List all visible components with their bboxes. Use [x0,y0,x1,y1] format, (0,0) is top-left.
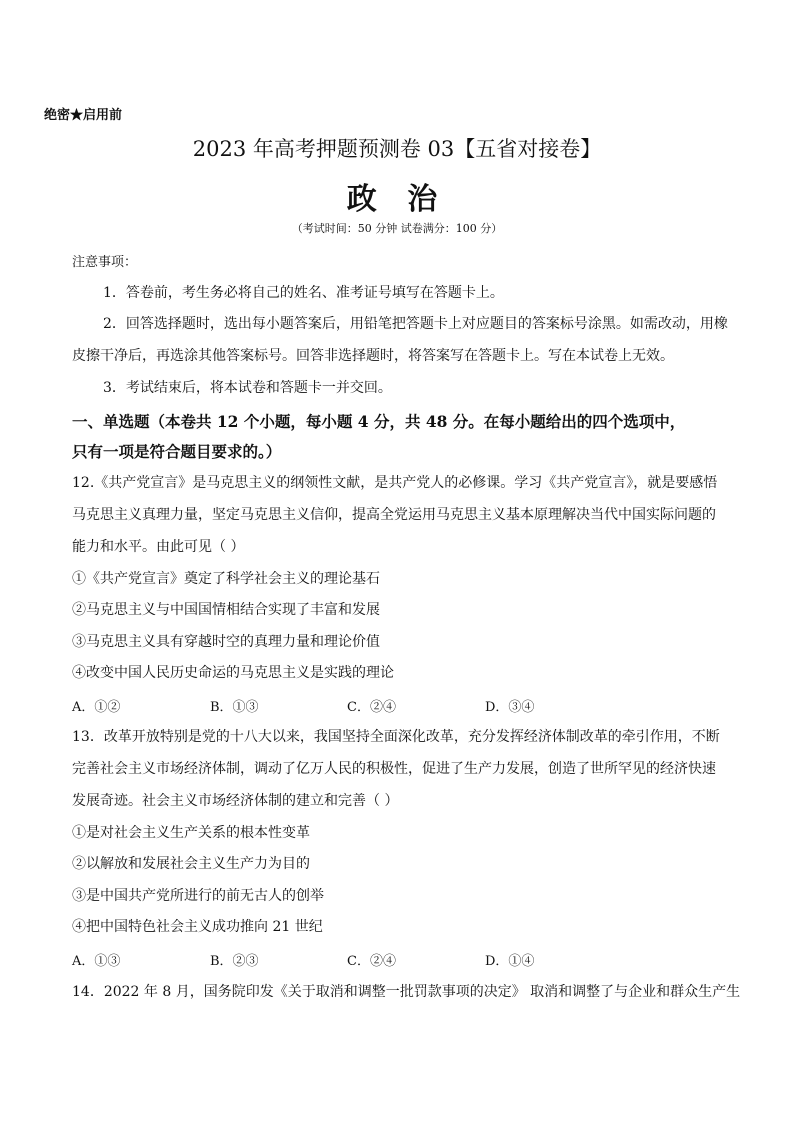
subject-heading: 政 治 [346,182,448,217]
q13-stem-line-3: 发展奇迹。社会主义市场经济体制的建立和完善（ ） [72,793,399,809]
q12-statement-1: ①《共产党宣言》奠定了科学社会主义的理论基石 [72,571,380,587]
q13-stem-line-1: 13．改革开放特别是党的十八大以来，我国坚持全面深化改革，充分发挥经济体制改革的牵引作用，不断 [72,729,720,745]
q14-stem-line-1: 14．2022 年 8 月，国务院印发《关于取消和调整一批罚款事项的决定》 取消和调整了与企业和群众生产生 [72,984,741,1000]
exam-info: （考试时间：50 分钟 试卷满分：100 分） [291,222,503,235]
q13-choice-b: B．②③ [210,954,259,969]
section-heading-line-1: 一、单选题（本卷共 12 个小题，每小题 4 分，共 48 分。在每小题给出的四个选项中， [72,412,686,431]
exam-title: 2023 年高考押题预测卷 03【五省对接卷】 [192,137,602,161]
q13-choice-a: A．①③ [72,954,121,969]
note-item-3: 3．考试结束后，将本试卷和答题卡一并交回。 [103,380,392,396]
q12-choice-c: C．②④ [347,700,396,715]
q12-choice-a: A．①② [72,700,121,715]
section-heading-line-2: 只有一项是符合题目要求的。） [72,442,282,461]
note-item-2-line-2: 皮擦干净后，再选涂其他答案标号。回答非选择题时，将答案写在答题卡上。写在本试卷上无效。 [72,348,674,364]
q13-stem-line-2: 完善社会主义市场经济体制，调动了亿万人民的积极性，促进了生产力发展，创造了世所罕见的经济快速 [72,761,716,777]
q12-stem-line-3: 能力和水平。由此可见（ ） [72,539,245,555]
q13-statement-3: ③是中国共产党所进行的前无古人的创举 [72,888,324,904]
note-item-1: 1．答卷前，考生务必将自己的姓名、准考证号填写在答题卡上。 [103,285,504,301]
q12-choice-b: B．①③ [210,700,259,715]
q12-choice-d: D．③④ [485,700,535,715]
q12-statement-3: ③马克思主义具有穿越时空的真理力量和理论价值 [72,634,380,650]
q13-statement-2: ②以解放和发展社会主义生产力为目的 [72,856,310,872]
notes-heading: 注意事项： [72,255,138,270]
q12-stem-line-2: 马克思主义真理力量，坚定马克思主义信仰，提高全党运用马克思主义基本原理解决当代中国实际问题的 [72,507,716,523]
q13-choice-c: C．②④ [347,954,396,969]
q13-statement-1: ①是对社会主义生产关系的根本性变革 [72,825,310,841]
note-item-2-line-1: 2．回答选择题时，选出每小题答案后，用铅笔把答题卡上对应题目的答案标号涂黑。如需改动，用橡 [103,316,728,332]
q13-statement-4: ④把中国特色社会主义成功推向 21 世纪 [72,919,323,935]
secret-mark: 绝密★启用前 [44,108,123,123]
q13-choice-d: D．①④ [485,954,535,969]
q12-statement-2: ②马克思主义与中国国情相结合实现了丰富和发展 [72,602,380,618]
q12-statement-4: ④改变中国人民历史命运的马克思主义是实践的理论 [72,665,394,681]
q12-stem-line-1: 12.《共产党宣言》是马克思主义的纲领性文献，是共产党人的必修课。学习《共产党宣言》，就是要感悟 [72,475,718,491]
